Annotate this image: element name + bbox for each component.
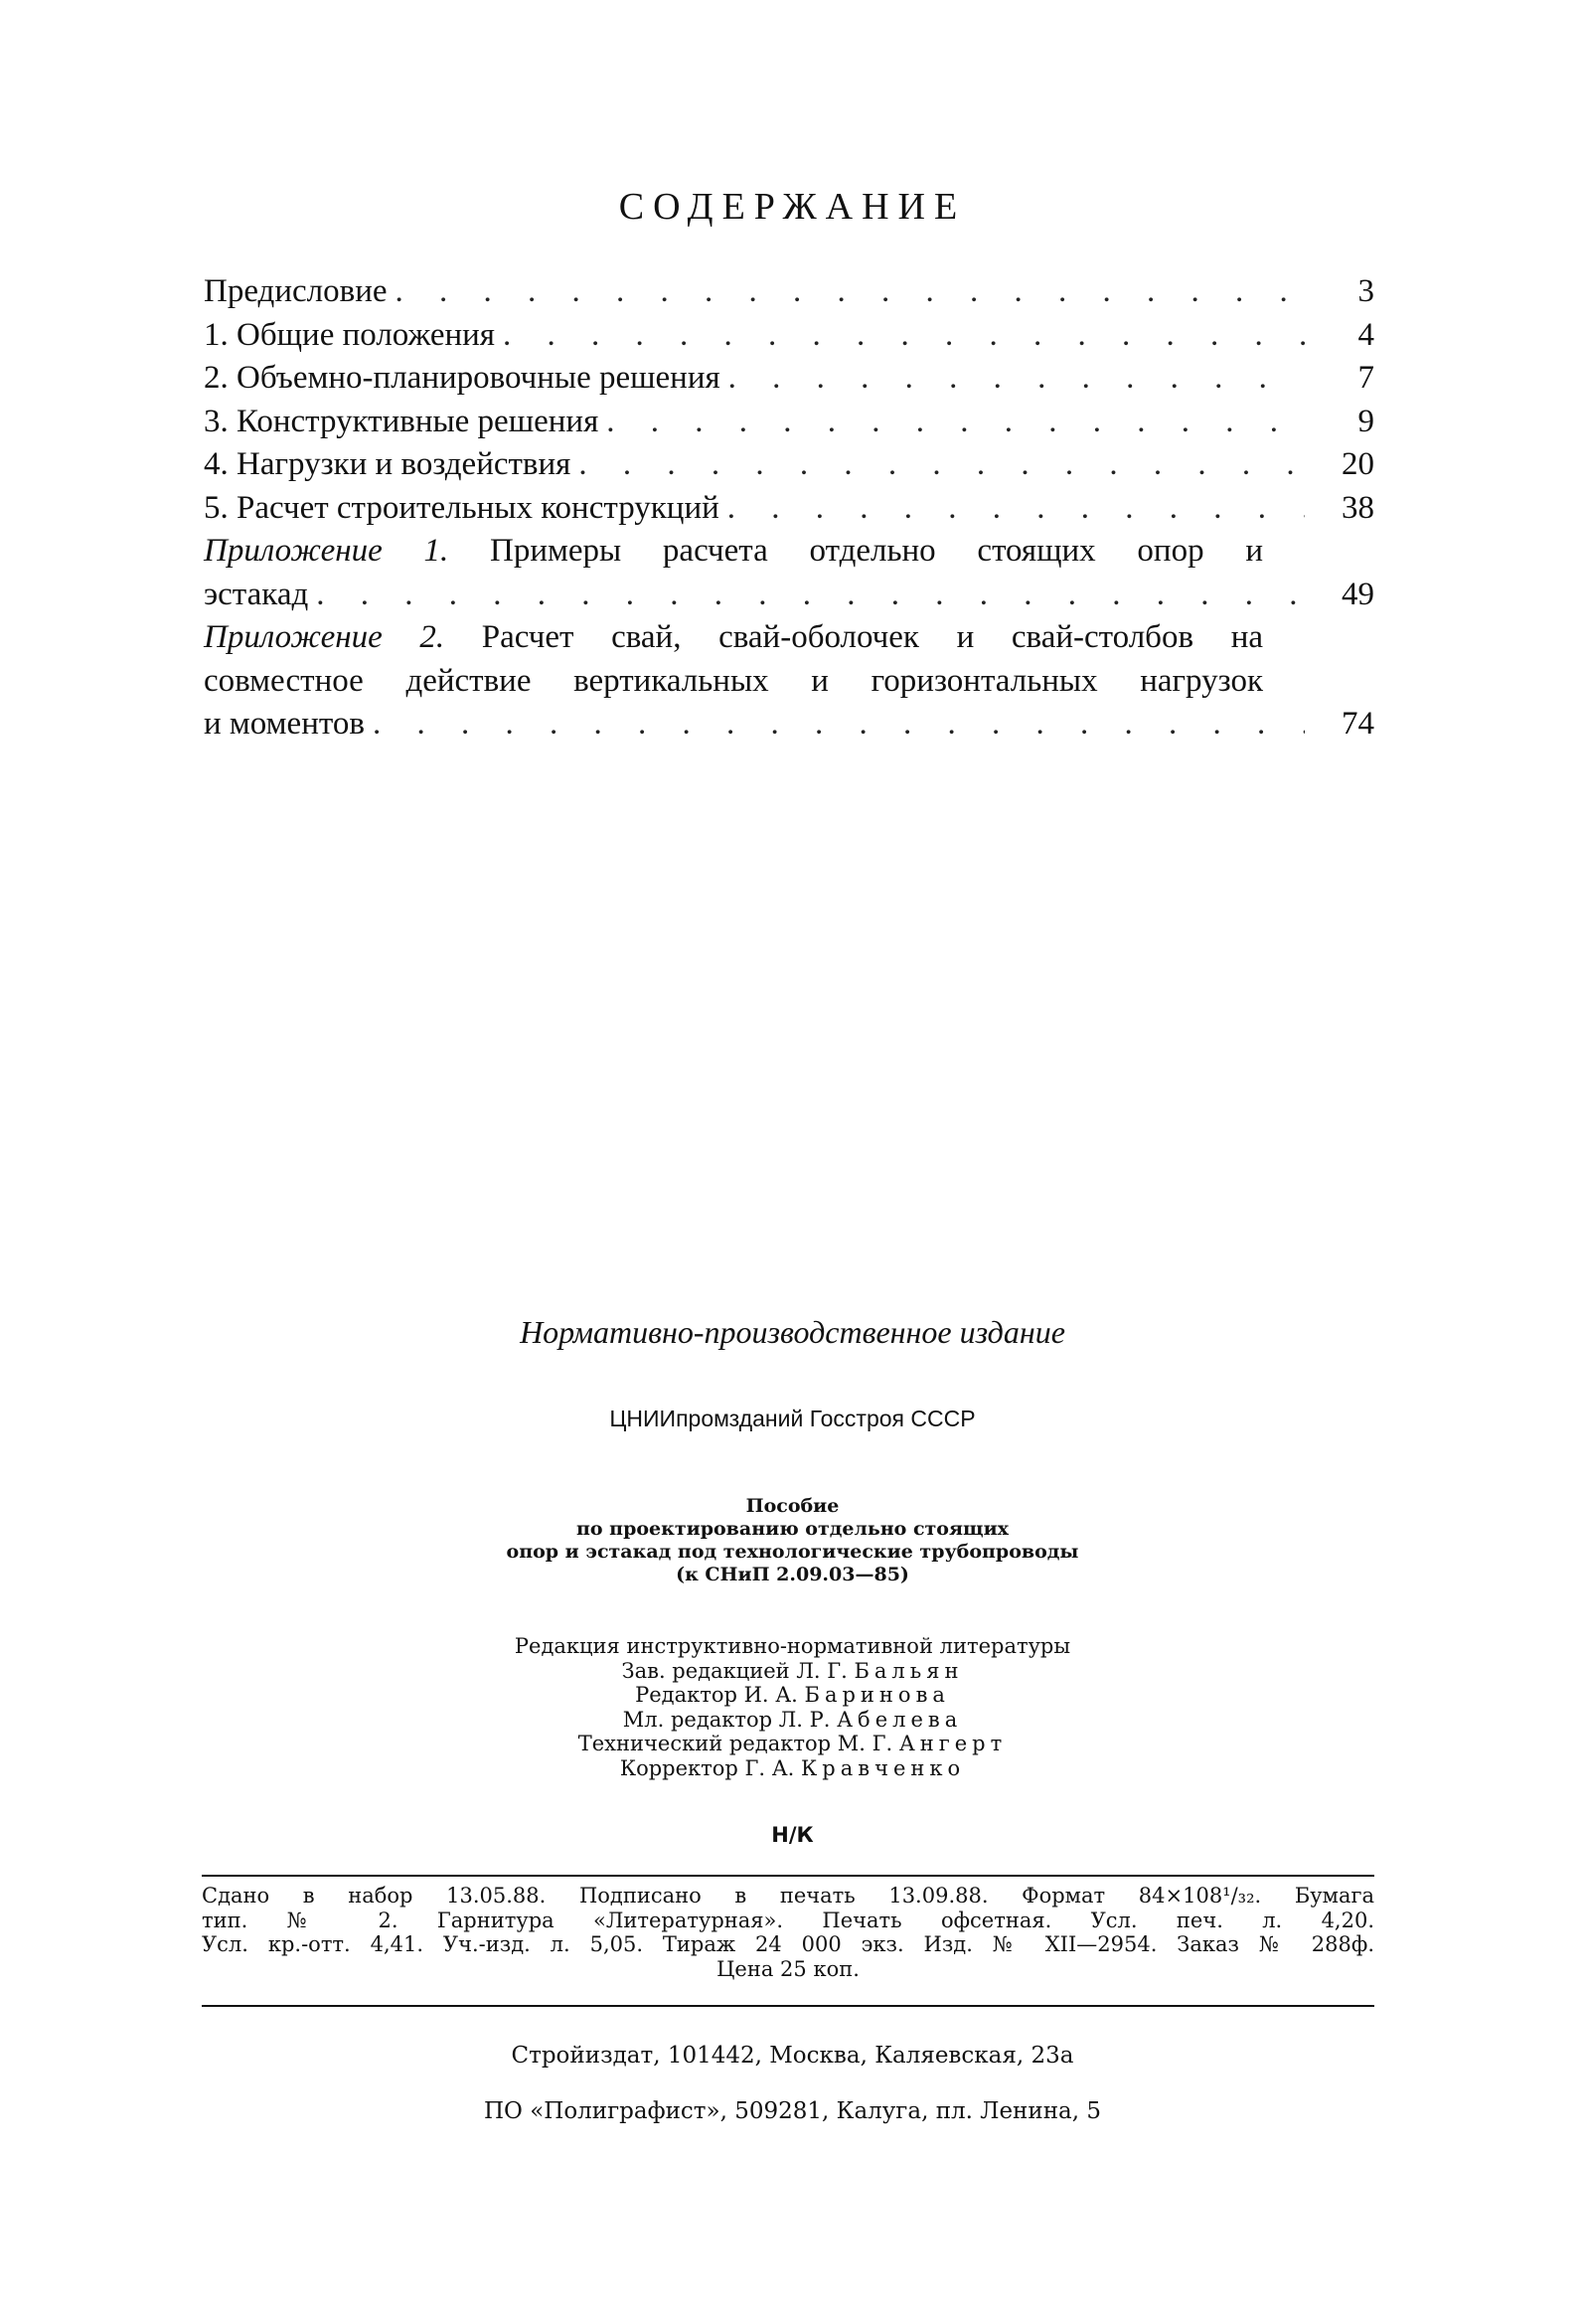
appendix-2-title: Расчет свай, свай-оболочек и свай-столбов на bbox=[481, 619, 1263, 655]
toc-entry-page: 20 bbox=[1342, 446, 1374, 482]
divider-bottom bbox=[202, 2005, 1374, 2007]
publisher-address: Стройиздат, 101442, Москва, Каляевская, 23а bbox=[511, 2043, 1074, 2069]
toc-leader-dots bbox=[373, 703, 1305, 747]
technical-line: тип. № 2. Гарнитура «Литературная». Печать офсетная. Усл. печ. л. 4,20. bbox=[202, 1908, 1374, 1932]
toc-entry bbox=[204, 487, 1374, 531]
toc-entry bbox=[204, 401, 1374, 444]
staff-name: Кравченко bbox=[801, 1755, 966, 1780]
toc-leader-dots bbox=[503, 314, 1305, 358]
staff-line bbox=[0, 1683, 1585, 1708]
book-title bbox=[0, 1495, 1585, 1586]
staff-line bbox=[0, 1708, 1585, 1733]
staff-name: Ангерт bbox=[898, 1732, 1008, 1755]
toc-entry-page: 74 bbox=[1342, 706, 1374, 742]
toc-entry-text: Предисловие bbox=[204, 273, 388, 309]
appendix-2-label: Приложение 2. bbox=[204, 619, 445, 655]
toc-entry-page: 9 bbox=[1357, 403, 1374, 439]
distribution-mark: Н/К bbox=[771, 1823, 814, 1847]
toc-leader-dots bbox=[727, 487, 1305, 531]
toc-appendix-1-line-1 bbox=[204, 530, 1374, 574]
toc-entry-page: 38 bbox=[1342, 489, 1374, 526]
divider-top bbox=[202, 1875, 1374, 1877]
toc-title: СОДЕРЖАНИЕ bbox=[618, 186, 967, 228]
book-title-line: опор и эстакад под технологические трубопроводы bbox=[506, 1541, 1079, 1563]
toc-leader-dots bbox=[316, 574, 1305, 617]
staff-line bbox=[0, 1659, 1585, 1684]
staff-name: Абелева bbox=[837, 1707, 963, 1732]
appendix-1-label: Приложение 1. bbox=[204, 533, 449, 569]
toc-entry-text: 1. Общие положения bbox=[204, 316, 495, 353]
toc-entry-page: 49 bbox=[1342, 576, 1374, 612]
price-line: Цена 25 коп. bbox=[716, 1956, 860, 1981]
staff-role: Корректор Г. А. bbox=[619, 1755, 795, 1780]
technical-line: Усл. кр.-отт. 4,41. Уч.-изд. л. 5,05. Тираж 24 000 экз. Изд. № XII—2954. Заказ № 288ф. bbox=[202, 1932, 1374, 1956]
appendix-1-title-cont: эстакад bbox=[204, 576, 309, 612]
editorial-staff bbox=[0, 1634, 1585, 1780]
staff-role: Зав. редакцией Л. Г. bbox=[621, 1658, 848, 1683]
toc-entry bbox=[204, 314, 1374, 358]
toc-entry-text: 3. Конструктивные решения bbox=[204, 403, 599, 439]
staff-role: Мл. редактор Л. Р. bbox=[622, 1707, 831, 1732]
toc-appendix-1-line-2 bbox=[204, 574, 1374, 617]
book-title-line: (к СНиП 2.09.03—85) bbox=[676, 1564, 909, 1585]
technical-details bbox=[202, 1884, 1374, 1981]
toc-entry-text: 4. Нагрузки и воздействия bbox=[204, 446, 571, 482]
staff-role: Технический редактор М. Г. bbox=[577, 1732, 893, 1755]
toc-entry-page: 4 bbox=[1357, 316, 1374, 353]
toc-entry-text: 2. Объемно-планировочные решения bbox=[204, 360, 720, 396]
printer-address: ПО «Полиграфист», 509281, Калуга, пл. Ленина, 5 bbox=[483, 2098, 1102, 2124]
toc-entry-page: 3 bbox=[1357, 273, 1374, 309]
staff-name: Бальян bbox=[854, 1658, 964, 1683]
toc-appendix-2-line-3 bbox=[204, 703, 1374, 747]
appendix-2-title-cont: совместное действие вертикальных и горизонтальных нагрузок bbox=[204, 662, 1263, 699]
book-title-line: Пособие bbox=[745, 1495, 840, 1517]
toc-leader-dots bbox=[728, 357, 1305, 401]
staff-role: Редактор И. А. bbox=[635, 1683, 798, 1707]
appendix-1-title: Примеры расчета отдельно стоящих опор и bbox=[489, 533, 1263, 569]
toc-leader-dots bbox=[606, 401, 1305, 444]
organization: ЦНИИпромзданий Госстроя СССР bbox=[609, 1406, 976, 1431]
edition-type: Нормативно-производственное издание bbox=[520, 1314, 1065, 1350]
toc-entry-page: 7 bbox=[1357, 360, 1374, 396]
toc-entry bbox=[204, 270, 1374, 314]
editorial-office: Редакция инструктивно-нормативной литературы bbox=[514, 1634, 1071, 1658]
toc-entry bbox=[204, 443, 1374, 487]
technical-line: Сдано в набор 13.05.88. Подписано в печать 13.09.88. Формат 84×108¹/₃₂. Бумага bbox=[202, 1884, 1374, 1908]
toc-appendix-2-line-1 bbox=[204, 616, 1374, 660]
staff-name: Баринова bbox=[804, 1683, 950, 1707]
toc-leader-dots bbox=[578, 443, 1305, 487]
toc-entry bbox=[204, 357, 1374, 401]
toc-appendix-2-line-2 bbox=[204, 660, 1374, 704]
staff-line bbox=[0, 1756, 1585, 1781]
toc-leader-dots bbox=[396, 270, 1306, 314]
book-title-line: по проектированию отдельно стоящих bbox=[575, 1518, 1009, 1540]
table-of-contents bbox=[204, 270, 1374, 747]
staff-line bbox=[0, 1732, 1585, 1756]
appendix-2-title-end: и моментов bbox=[204, 706, 365, 742]
toc-entry-text: 5. Расчет строительных конструкций bbox=[204, 489, 719, 526]
